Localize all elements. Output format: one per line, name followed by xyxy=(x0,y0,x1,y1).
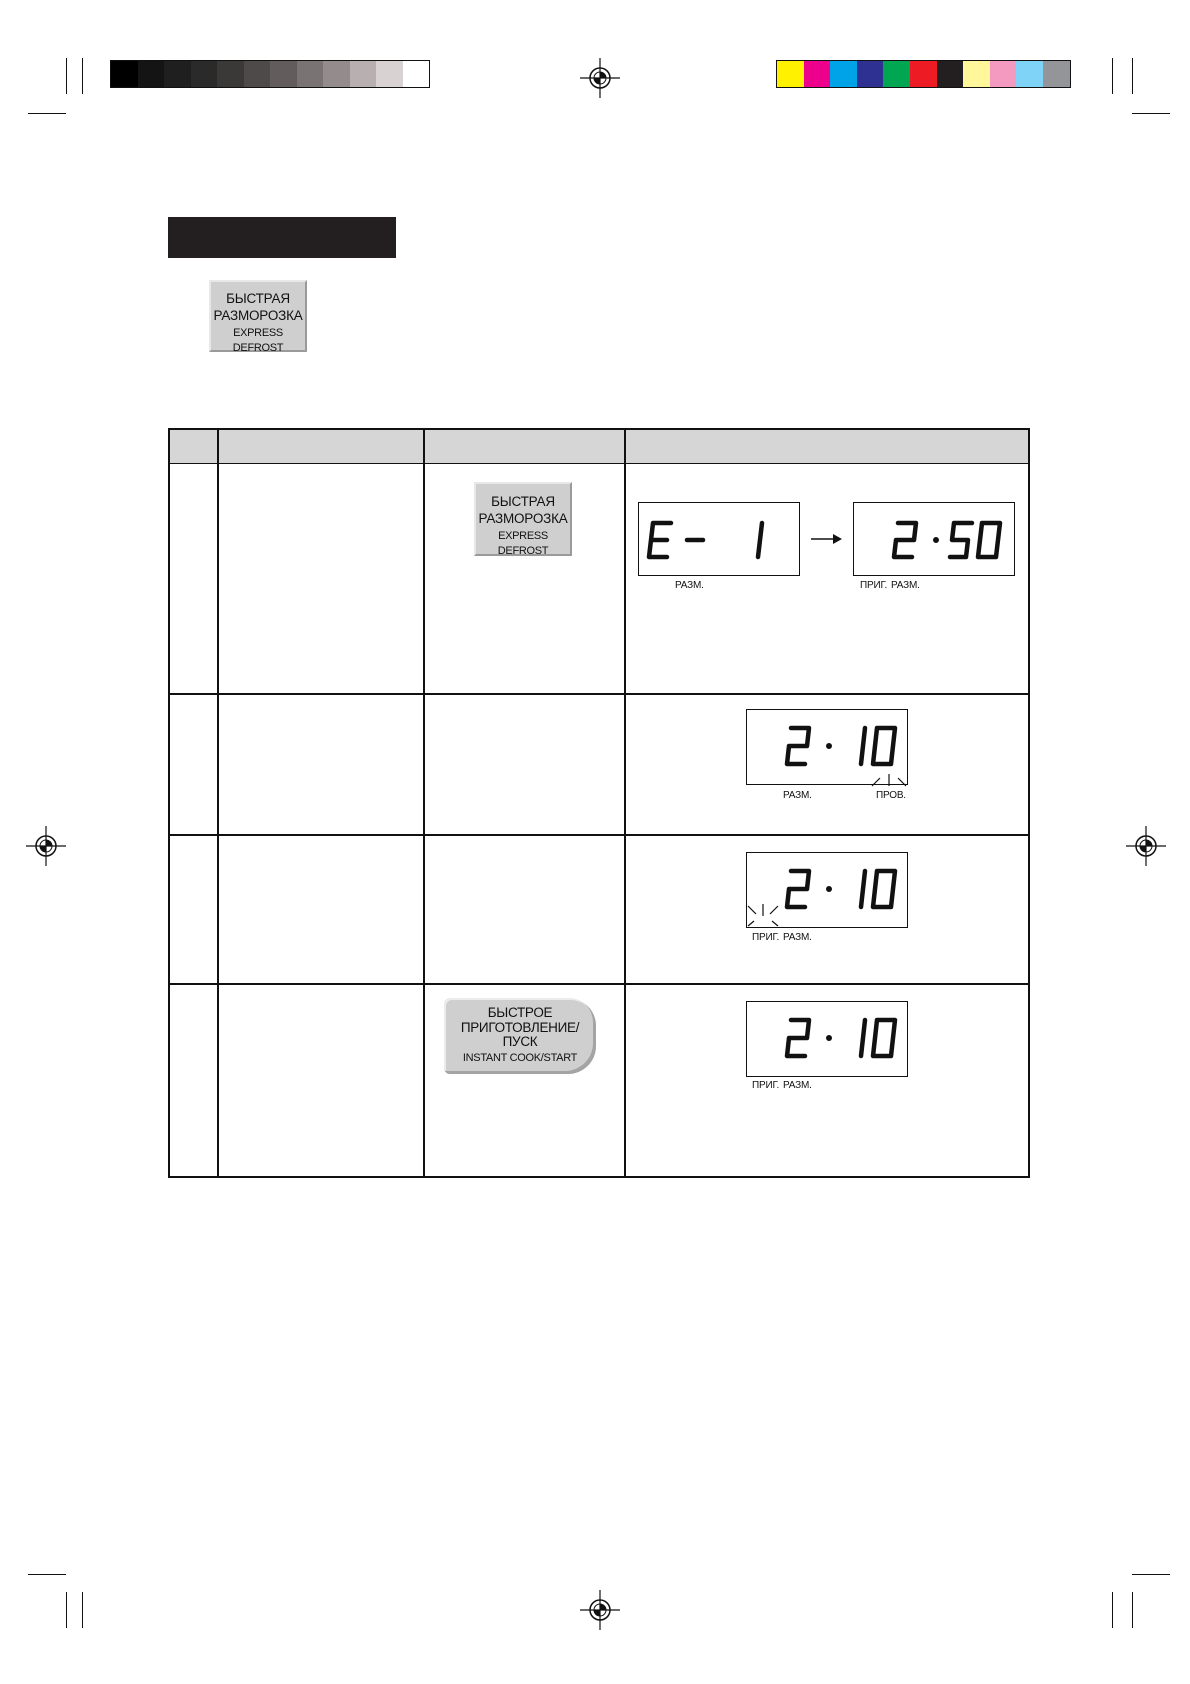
indicator-label: ПРИГ. xyxy=(860,580,888,591)
section-header-bar xyxy=(168,217,396,258)
lcd-display xyxy=(638,502,800,576)
lcd-display xyxy=(853,502,1015,576)
key-label-ru-1: БЫСТРОЕ xyxy=(487,1005,553,1020)
key-label-ru-3: ПУСК xyxy=(502,1034,538,1049)
key-label-ru-1: БЫСТРАЯ xyxy=(226,291,290,306)
indicator-label: ПРИГ. xyxy=(752,932,780,943)
registration-mark-icon xyxy=(26,826,66,866)
key-label-en: EXPRESS DEFROST xyxy=(497,530,549,557)
grayscale-calibration-strip xyxy=(110,60,430,88)
key-label-ru-2: ПРИГОТОВЛЕНИЕ/ xyxy=(460,1019,580,1035)
table-header-row xyxy=(170,430,1028,464)
instant-cook-start-key[interactable] xyxy=(444,998,596,1074)
express-defrost-key[interactable] xyxy=(209,280,307,352)
arrow-right-icon xyxy=(811,533,843,545)
key-label-en: INSTANT COOK/START xyxy=(462,1051,578,1064)
key-label-ru-2: РАЗМОРОЗКА xyxy=(213,308,303,323)
flash-rays-icon xyxy=(868,760,910,788)
flash-rays-icon xyxy=(746,902,782,928)
indicator-label: РАЗМ. xyxy=(783,932,812,943)
registration-mark-icon xyxy=(580,58,620,98)
indicator-label: РАЗМ. xyxy=(675,580,704,591)
indicator-label: РАЗМ. xyxy=(891,580,920,591)
indicator-label: ПРОВ. xyxy=(876,790,906,801)
lcd-display xyxy=(746,1001,908,1077)
key-label-ru-2: РАЗМОРОЗКА xyxy=(478,511,568,526)
registration-mark-icon xyxy=(1126,826,1166,866)
key-label-en: EXPRESS DEFROST xyxy=(232,327,284,354)
indicator-label: РАЗМ. xyxy=(783,790,812,801)
color-calibration-strip xyxy=(776,60,1071,88)
indicator-label: ПРИГ. xyxy=(752,1080,780,1091)
registration-mark-icon xyxy=(580,1590,620,1630)
express-defrost-key[interactable] xyxy=(474,482,572,556)
indicator-label: РАЗМ. xyxy=(783,1080,812,1091)
key-label-ru-1: БЫСТРАЯ xyxy=(491,494,555,509)
